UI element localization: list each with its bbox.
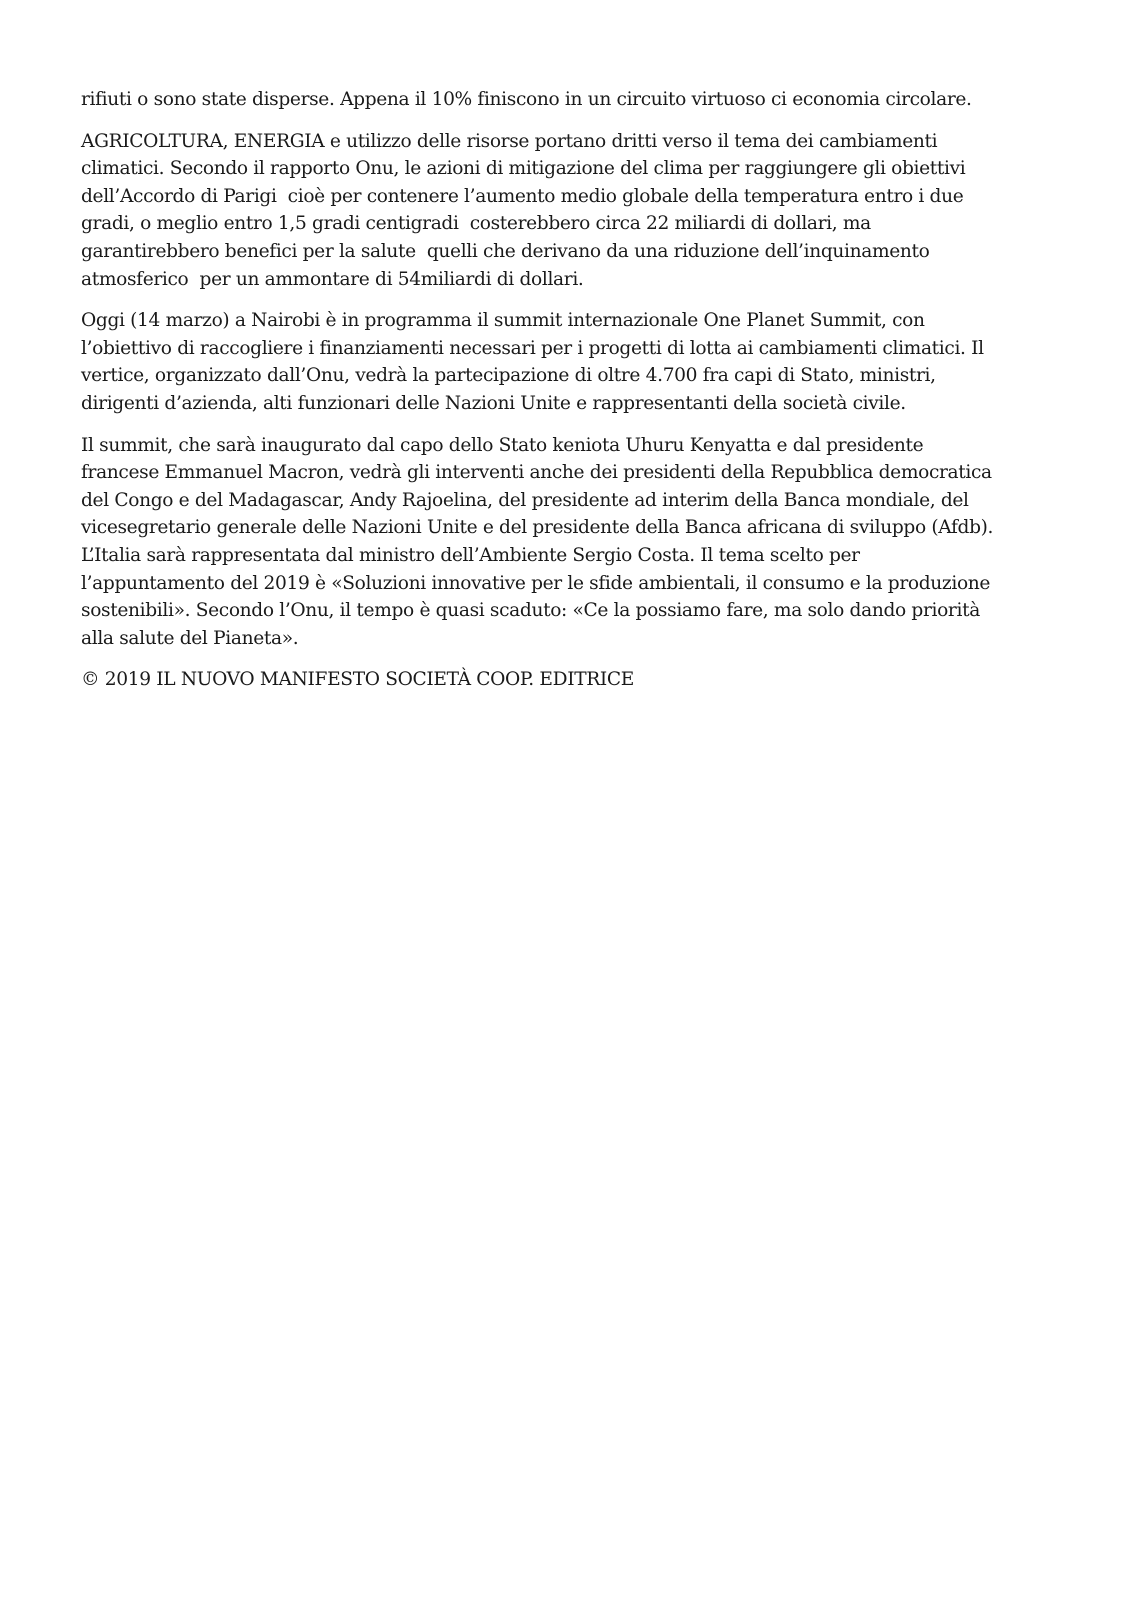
paragraph-summit-details [81, 432, 1061, 653]
text-line: L’Italia sarà rappresentata dal ministro dell’Ambiente Sergio Costa. Il tema scelto per [81, 544, 860, 566]
text-line: gradi, o meglio entro 1,5 gradi centigradi costerebbero circa 22 miliardi di dollari, ma [81, 213, 871, 235]
paragraph-nairobi-summit [81, 307, 1061, 417]
paragraph-waste [81, 86, 1061, 114]
article-body [81, 86, 1061, 708]
text-line: l’obiettivo di raccogliere i finanziamenti necessari per i progetti di lotta ai cambiamenti climatici. Il [81, 337, 984, 359]
text-line: © 2019 IL NUOVO MANIFESTO SOCIETÀ COOP. EDITRICE [81, 669, 634, 691]
text-line: del Congo e del Madagascar, Andy Rajoelina, del presidente ad interim della Banca mondiale, del [81, 489, 969, 511]
text-line: vertice, organizzato dall’Onu, vedrà la partecipazione di oltre 4.700 fra capi di Stato, ministri, [81, 365, 936, 387]
text-line: alla salute del Pianeta». [81, 627, 299, 649]
text-line: l’appuntamento del 2019 è «Soluzioni innovative per le sfide ambientali, il consumo e la produzione [81, 572, 991, 594]
text-line: atmosferico per un ammontare di 54miliardi di dollari. [81, 268, 584, 290]
text-line: dell’Accordo di Parigi cioè per contenere l’aumento medio globale della temperatura entro i due [81, 185, 964, 207]
text-line: rifiuti o sono state disperse. Appena il 10% finiscono in un circuito virtuoso ci economia circolare. [81, 89, 972, 110]
text-line: francese Emmanuel Macron, vedrà gli interventi anche dei presidenti della Repubblica democratica [81, 462, 992, 484]
text-line: sostenibili». Secondo l’Onu, il tempo è quasi scaduto: «Ce la possiamo fare, ma solo dando priorità [81, 600, 980, 622]
text-line: dirigenti d’azienda, alti funzionari delle Nazioni Unite e rappresentanti della società civile. [81, 392, 906, 414]
text-line: vicesegretario generale delle Nazioni Unite e del presidente della Banca africana di sviluppo (Afdb). [81, 517, 994, 539]
paragraph-agriculture-energy [81, 128, 1061, 294]
text-line: garantirebbero benefici per la salute quelli che derivano da una riduzione dell’inquinamento [81, 240, 930, 262]
text-line: Il summit, che sarà inaugurato dal capo dello Stato keniota Uhuru Kenyatta e dal presidente [81, 434, 924, 456]
copyright-notice [81, 666, 1061, 694]
text-line: Oggi (14 marzo) a Nairobi è in programma il summit internazionale One Planet Summit, con [81, 310, 925, 332]
text-line: AGRICOLTURA, ENERGIA e utilizzo delle risorse portano dritti verso il tema dei cambiamenti [81, 130, 938, 152]
text-line: climatici. Secondo il rapporto Onu, le azioni di mitigazione del clima per raggiungere gli obiettivi [81, 158, 966, 180]
